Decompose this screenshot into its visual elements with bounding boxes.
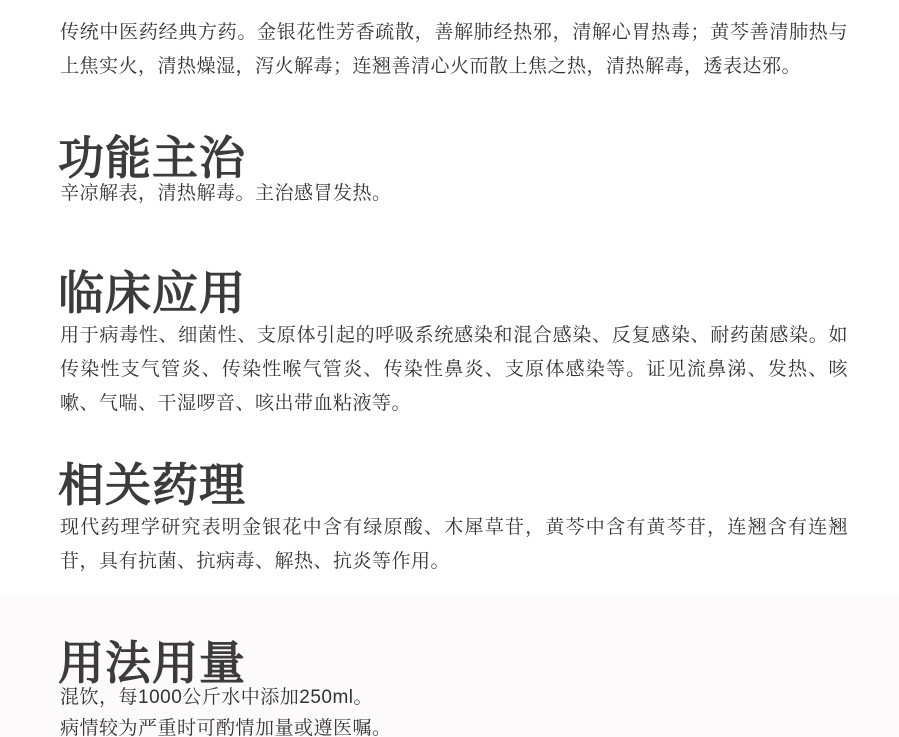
section-body-dosage bbox=[60, 682, 848, 737]
section-body-pharmacology: 现代药理学研究表明金银花中含有绿原酸、木犀草苷，黄芩中含有黄芩苷，连翘含有连翘苷，具有抗菌、抗病毒、解热、抗炎等作用。 bbox=[60, 517, 848, 572]
section-heading-clinical-application: 临床应用 bbox=[58, 267, 246, 320]
section-body-functions: 辛凉解表，清热解毒。主治感冒发热。 bbox=[60, 183, 392, 204]
section-heading-functions: 功能主治 bbox=[58, 132, 246, 185]
intro-paragraph: 传统中医药经典方药。金银花性芳香疏散，善解肺经热邪，清解心胃热毒；黄芩善清肺热与上焦实火，清热燥湿，泻火解毒；连翘善清心火而散上焦之热，清热解毒，透表达邪。 bbox=[60, 22, 848, 77]
dosage-line-2: 病情较为严重时可酌情加量或遵医嘱。 bbox=[60, 718, 392, 737]
section-body-clinical-application: 用于病毒性、细菌性、支原体引起的呼吸系统感染和混合感染、反复感染、耐药菌感染。如传染性支气管炎、传染性喉气管炎、传染性鼻炎、支原体感染等。证见流鼻涕、发热、咳嗽、气喘、干湿啰音、咳出带血粘液等。 bbox=[60, 325, 848, 414]
section-heading-pharmacology: 相关药理 bbox=[58, 459, 246, 512]
dosage-line-1: 混饮，每1000公斤水中添加250ml。 bbox=[60, 687, 374, 708]
section-heading-dosage: 用法用量 bbox=[58, 637, 246, 690]
